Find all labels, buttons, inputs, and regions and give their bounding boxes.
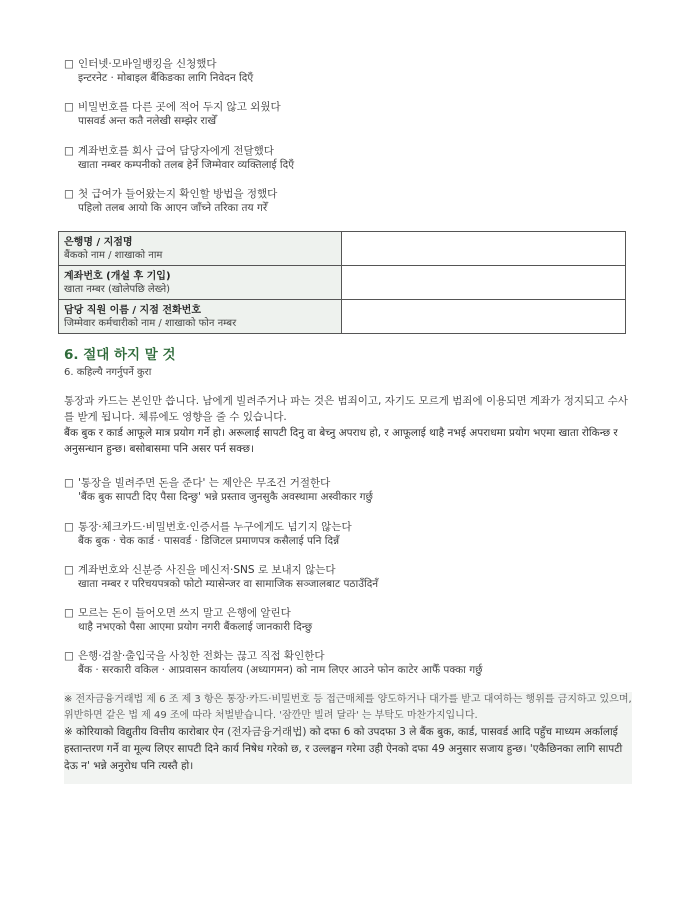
- legal-note-box: [64, 692, 632, 784]
- table-label-cell: [59, 300, 342, 334]
- table-label-cell: [59, 266, 342, 300]
- checklist-item[interactable]: [64, 476, 644, 504]
- paragraph-korean: 통장과 카드는 본인만 씁니다. 남에게 빌려주거나 파는 것은 범죄이고, 자기도 모르게 범죄에 이용되면 계좌가 정지되고 수사를 받게 됩니다. 체류에도 영향을 줄 수 있습니다.: [64, 395, 628, 423]
- checklist-item-korean: 통장·체크카드·비밀번호·인증서를 누구에게도 넘기지 않는다: [78, 521, 352, 533]
- checklist-item[interactable]: [64, 520, 644, 548]
- checklist-item-korean: 모르는 돈이 들어오면 쓰지 말고 은행에 알린다: [78, 607, 291, 619]
- table-row: [59, 266, 626, 300]
- table-row: [59, 300, 626, 334]
- checklist-item[interactable]: [64, 187, 644, 215]
- checklist-item-korean: 인터넷·모바일뱅킹을 신청했다: [78, 58, 217, 70]
- checklist-item-nepali: थाहै नभएको पैसा आएमा प्रयोग नगरी बैंकलाई जानकारी दिन्छु: [78, 621, 313, 633]
- label-nepali: बैंकको नाम / शाखाको नाम: [64, 249, 163, 261]
- legal-note-korean: ※ 전자금융거래법 제 6 조 제 3 항은 통장·카드·비밀번호 등 접근매체를 양도하거나 대가를 받고 대여하는 행위를 금지하고 있으며, 위반하면 같은 법 제 49 조에 따라 처벌받습니다. '잠깐만 빌려 달라' 는 부탁도 마찬가지입니다.: [64, 694, 632, 721]
- checkbox-icon[interactable]: □: [64, 145, 74, 157]
- checklist-item-nepali: खाता नम्बर कम्पनीको तलब हेर्ने जिम्मेवार व्यक्तिलाई दिएँ: [78, 159, 295, 171]
- label-korean: 담당 직원 이름 / 지점 전화번호: [64, 304, 201, 316]
- checklist-item[interactable]: [64, 606, 644, 634]
- checklist-item-nepali: बैंक · सरकारी वकिल · आप्रवासन कार्यालय (अध्यागमन) को नाम लिएर आउने फोन काटेर आफैँ पक्का गर्छु: [78, 664, 483, 676]
- checklist-item-korean: 은행·검찰·출입국을 사칭한 전화는 끊고 직접 확인한다: [78, 650, 325, 662]
- checklist-item-nepali: 'बैंक बुक सापटी दिए पैसा दिन्छु' भन्ने प्रस्ताव जुनसुकै अवस्थामा अस्वीकार गर्छु: [78, 491, 373, 503]
- contact-field[interactable]: [342, 300, 626, 334]
- checklist-item-nepali: पासवर्ड अन्त कतै नलेखी सम्झेर राखेँ: [78, 115, 217, 127]
- checklist-item-korean: 계좌번호와 신분증 사진을 메신저·SNS 로 보내지 않는다: [78, 564, 336, 576]
- account-number-field[interactable]: [342, 266, 626, 300]
- checkbox-icon[interactable]: □: [64, 607, 74, 619]
- checkbox-icon[interactable]: □: [64, 521, 74, 533]
- legal-note-nepali: ※ कोरियाको विद्युतीय वित्तीय कारोबार ऐन (전자금융거래법) को दफा 6 को उपदफा 3 ले बैंक बुक, कार्ड, पासवर्ड आदि पहुँच माध्यम अर्कालाई हस्तान्तरण गर्ने वा मूल्य लिएर सापटी दिने कार्य निषेध गरेको छ, र उल्लङ्घन गरेमा उही ऐनको दफा 49 अनुसार सजाय हुन्छ। 'एकैछिनका लागि सापटी देऊ न' भन्ने अनुरोध पनि त्यस्तै हो।: [64, 726, 623, 772]
- checkbox-icon[interactable]: □: [64, 58, 74, 70]
- table-label-cell: [59, 232, 342, 266]
- checklist-item[interactable]: [64, 144, 644, 172]
- checklist-item-nepali: खाता नम्बर र परिचयपत्रको फोटो म्यासेन्जर वा सामाजिक सञ्जालबाट पठाउँदिनँ: [78, 578, 379, 590]
- checkbox-icon[interactable]: □: [64, 564, 74, 576]
- checklist-item-nepali: पहिलो तलब आयो कि आएन जाँच्ने तरिका तय गरेँ: [78, 202, 268, 214]
- section-subheading: 6. कहिल्यै नगर्नुपर्ने कुरा: [64, 367, 152, 378]
- checkbox-icon[interactable]: □: [64, 101, 74, 113]
- checklist-item-korean: '통장을 빌려주면 돈을 준다' 는 제안은 무조건 거절한다: [78, 477, 331, 489]
- label-korean: 계좌번호 (개설 후 기입): [64, 270, 171, 282]
- checklist-item[interactable]: [64, 649, 644, 677]
- bank-name-field[interactable]: [342, 232, 626, 266]
- checkbox-icon[interactable]: □: [64, 650, 74, 662]
- label-nepali: जिम्मेवार कर्मचारीको नाम / शाखाको फोन नम्बर: [64, 317, 237, 329]
- checklist-item[interactable]: [64, 57, 644, 85]
- checkbox-icon[interactable]: □: [64, 477, 74, 489]
- checklist-item[interactable]: [64, 100, 644, 128]
- checklist-item-nepali: बैंक बुक · चेक कार्ड · पासवर्ड · डिजिटल प्रमाणपत्र कसैलाई पनि दिन्नँ: [78, 535, 340, 547]
- checklist-item-korean: 계좌번호를 회사 급여 담당자에게 전달했다: [78, 145, 274, 157]
- bank-info-table: [58, 231, 626, 334]
- checklist-item[interactable]: [64, 563, 644, 591]
- label-nepali: खाता नम्बर (खोलेपछि लेख्ने): [64, 283, 171, 295]
- table-row: [59, 232, 626, 266]
- checklist-item-korean: 첫 급여가 들어왔는지 확인할 방법을 정했다: [78, 188, 278, 200]
- checkbox-icon[interactable]: □: [64, 188, 74, 200]
- checklist-item-nepali: इन्टरनेट · मोबाइल बैंकिङका लागि निवेदन दिएँ: [78, 72, 254, 84]
- checklist-item-korean: 비밀번호를 다른 곳에 적어 두지 않고 외웠다: [78, 101, 281, 113]
- paragraph-nepali: बैंक बुक र कार्ड आफूले मात्र प्रयोग गर्ने हो। अरूलाई सापटी दिनु वा बेच्नु अपराध हो, र आफूलाई थाहै नभई अपराधमा प्रयोग भएमा खाता रोकिन्छ र अनुसन्धान हुन्छ। बसोबासमा पनि असर पर्न सक्छ।: [64, 427, 618, 455]
- label-korean: 은행명 / 지점명: [64, 236, 133, 248]
- section-heading: 6. 절대 하지 말 것: [64, 347, 176, 363]
